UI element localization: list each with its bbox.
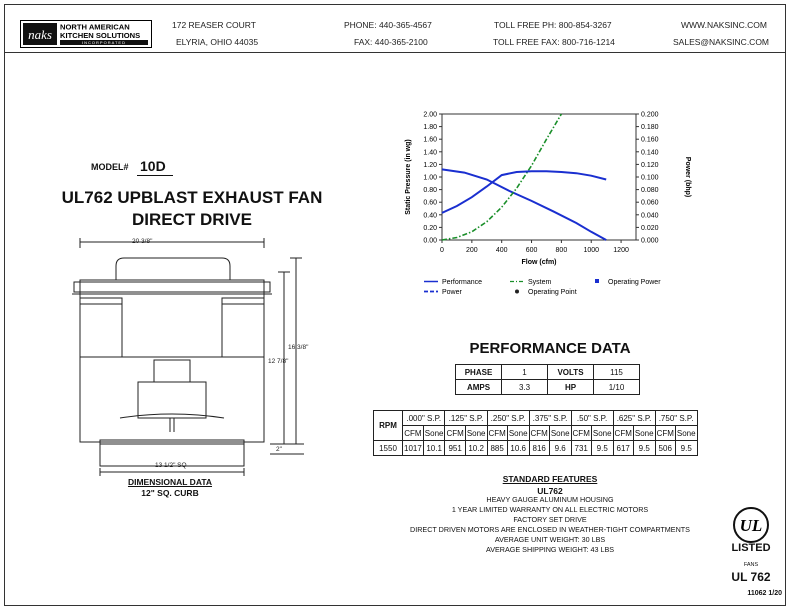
rpm-value: 1550 (374, 441, 403, 456)
sp-header: .125" S.P. (445, 411, 487, 426)
cfm-subheader: CFM (571, 426, 591, 441)
amps-label: AMPS (456, 380, 502, 395)
y-right-tick-label: 0.120 (641, 161, 659, 169)
legend-swatch (515, 290, 519, 294)
y-left-tick-label: 0.80 (423, 187, 437, 195)
hp-value: 1/10 (594, 380, 640, 395)
feature-item: HEAVY GAUGE ALUMINUM HOUSING (486, 495, 614, 504)
sone-subheader: Sone (423, 426, 445, 441)
hp-label: HP (548, 380, 594, 395)
feature-item: DIRECT DRIVEN MOTORS ARE ENCLOSED IN WEATHER-TIGHT COMPARTMENTS (410, 525, 690, 534)
height-inner-dimension: 12 7/8" (268, 358, 289, 365)
address-line1: 172 REASER COURT (172, 20, 256, 30)
rpm-header: RPM (374, 411, 403, 441)
y-right-tick-label: 0.000 (641, 237, 659, 245)
cfm-value: 885 (487, 441, 507, 456)
y-right-tick-label: 0.100 (641, 174, 659, 182)
cfm-subheader: CFM (529, 426, 549, 441)
height-total-dimension: 16 3/8" (288, 344, 309, 351)
sone-subheader: Sone (549, 426, 571, 441)
x-tick-label: 200 (466, 247, 478, 254)
cfm-value: 1017 (403, 441, 424, 456)
y-left-tick-label: 1.00 (423, 174, 437, 182)
y-left-axis-label: Static Pressure (in wg) (405, 139, 412, 215)
y-right-axis-label: Power (bhp) (684, 156, 691, 198)
svg-text:NORTH AMERICAN: NORTH AMERICAN (60, 22, 130, 32)
cfm-value: 617 (613, 441, 633, 456)
cfm-value: 506 (655, 441, 675, 456)
y-left-tick-label: 1.40 (423, 149, 437, 157)
y-right-tick-label: 0.020 (641, 224, 659, 232)
sone-value: 10.6 (507, 441, 529, 456)
volts-value: 115 (594, 365, 640, 380)
product-title: UL762 UPBLAST EXHAUST FAN (61, 188, 323, 207)
company-logo (20, 20, 152, 48)
legend-label: System (528, 279, 552, 286)
y-left-tick-label: 0.40 (423, 212, 437, 220)
phase-value: 1 (502, 365, 548, 380)
series-system-line (442, 114, 561, 240)
y-left-tick-label: 1.60 (423, 136, 437, 144)
curb-height-dimension: 2" (276, 446, 282, 453)
model-label: MODEL# (91, 162, 129, 172)
ul-standard: UL 762 (731, 570, 771, 584)
ul-fans-text: FANS (743, 562, 759, 568)
cfm-subheader: CFM (445, 426, 465, 441)
feature-item: 1 YEAR LIMITED WARRANTY ON ALL ELECTRIC MOTORS (451, 505, 649, 514)
dimensional-data-caption: DIMENSIONAL DATA (127, 477, 213, 487)
toll-free-phone: TOLL FREE PH: 800-854-3267 (494, 20, 612, 30)
x-axis-label: Flow (cfm) (521, 259, 557, 266)
performance-title: PERFORMANCE DATA (469, 340, 631, 357)
fax: FAX: 440-365-2100 (354, 37, 428, 47)
features-subtitle: UL762 (537, 486, 563, 496)
sone-value: 9.5 (633, 441, 655, 456)
sp-header: .625" S.P. (613, 411, 655, 426)
sone-value: 10.1 (423, 441, 445, 456)
y-right-tick-label: 0.040 (641, 212, 659, 220)
ul-mark-text: UL (739, 516, 763, 535)
curb-caption: 12" SQ. CURB (141, 488, 199, 498)
legend-label: Operating Point (528, 289, 577, 296)
sone-value: 9.5 (591, 441, 613, 456)
cfm-value: 731 (571, 441, 591, 456)
x-tick-label: 400 (495, 247, 508, 254)
legend-swatch (595, 279, 599, 283)
plot-area (442, 114, 636, 240)
header-divider (5, 52, 786, 53)
y-right-tick-label: 0.180 (641, 124, 659, 132)
x-tick-label: 1200 (613, 247, 629, 254)
x-tick-label: 0 (440, 247, 444, 254)
sone-value: 10.2 (465, 441, 487, 456)
sp-header: .50" S.P. (571, 411, 613, 426)
cfm-subheader: CFM (487, 426, 507, 441)
svg-text:naks: naks (28, 27, 52, 42)
legend-label: Operating Power (608, 279, 661, 286)
features-title: STANDARD FEATURES (502, 474, 598, 484)
svg-text:KITCHEN SOLUTIONS: KITCHEN SOLUTIONS (60, 31, 141, 40)
amps-value: 3.3 (502, 380, 548, 395)
legend-label: Performance (442, 279, 483, 286)
y-left-tick-label: 0.00 (423, 237, 437, 245)
sone-subheader: Sone (465, 426, 487, 441)
product-subtitle: DIRECT DRIVE (132, 210, 252, 229)
sone-subheader: Sone (633, 426, 655, 441)
svg-text:INCORPORATED: INCORPORATED (82, 40, 126, 45)
y-left-tick-label: 2.00 (423, 111, 437, 119)
sone-subheader: Sone (591, 426, 613, 441)
sone-value: 9.6 (549, 441, 571, 456)
feature-item: AVERAGE UNIT WEIGHT: 30 LBS (494, 535, 606, 544)
model-underline (137, 175, 173, 176)
cfm-subheader: CFM (403, 426, 424, 441)
volts-label: VOLTS (548, 365, 594, 380)
cfm-value: 951 (445, 441, 465, 456)
model-number: 10D (140, 158, 166, 174)
x-tick-label: 600 (525, 247, 538, 254)
x-tick-label: 1000 (583, 247, 600, 254)
phase-label: PHASE (456, 365, 502, 380)
cfm-value: 816 (529, 441, 549, 456)
performance-chart (398, 104, 698, 304)
sp-header: .000" S.P. (403, 411, 445, 426)
sone-subheader: Sone (675, 426, 697, 441)
website-link[interactable]: WWW.NAKSINC.COM (681, 20, 767, 30)
cfm-subheader: CFM (613, 426, 633, 441)
series-performance-line (442, 169, 606, 240)
feature-item: FACTORY SET DRIVE (513, 515, 587, 524)
toll-free-fax: TOLL FREE FAX: 800-716-1214 (493, 37, 615, 47)
y-right-tick-label: 0.140 (641, 149, 659, 157)
y-left-tick-label: 0.60 (423, 199, 437, 207)
ul-listed-icon (732, 506, 770, 544)
email-link[interactable]: SALES@NAKSINC.COM (673, 37, 770, 47)
sone-subheader: Sone (507, 426, 529, 441)
sp-header: .750" S.P. (655, 411, 697, 426)
y-left-tick-label: 0.20 (423, 224, 437, 232)
cfm-subheader: CFM (655, 426, 675, 441)
y-right-tick-label: 0.160 (641, 136, 659, 144)
sone-value: 9.5 (675, 441, 697, 456)
y-right-tick-label: 0.080 (641, 187, 659, 195)
address-line2: ELYRIA, OHIO 44035 (176, 37, 259, 47)
rating-table (373, 410, 698, 456)
electrical-table (455, 364, 640, 395)
y-right-tick-label: 0.200 (641, 111, 659, 119)
base-dimension: 13 1/2" SQ (155, 462, 187, 469)
ul-listed-text: LISTED (731, 542, 771, 554)
document-code: 11062 1/20 (747, 590, 782, 597)
y-left-tick-label: 1.20 (423, 161, 437, 169)
legend-label: Power (442, 289, 462, 296)
phone: PHONE: 440-365-4567 (344, 20, 432, 30)
feature-item: AVERAGE SHIPPING WEIGHT: 43 LBS (485, 545, 615, 554)
dimensional-drawing (60, 232, 330, 480)
width-dimension: 20 3/8" (132, 238, 153, 245)
sp-header: .375" S.P. (529, 411, 571, 426)
sp-header: .250" S.P. (487, 411, 529, 426)
y-left-tick-label: 1.80 (423, 124, 437, 132)
y-right-tick-label: 0.060 (641, 199, 659, 207)
x-tick-label: 800 (555, 247, 568, 254)
